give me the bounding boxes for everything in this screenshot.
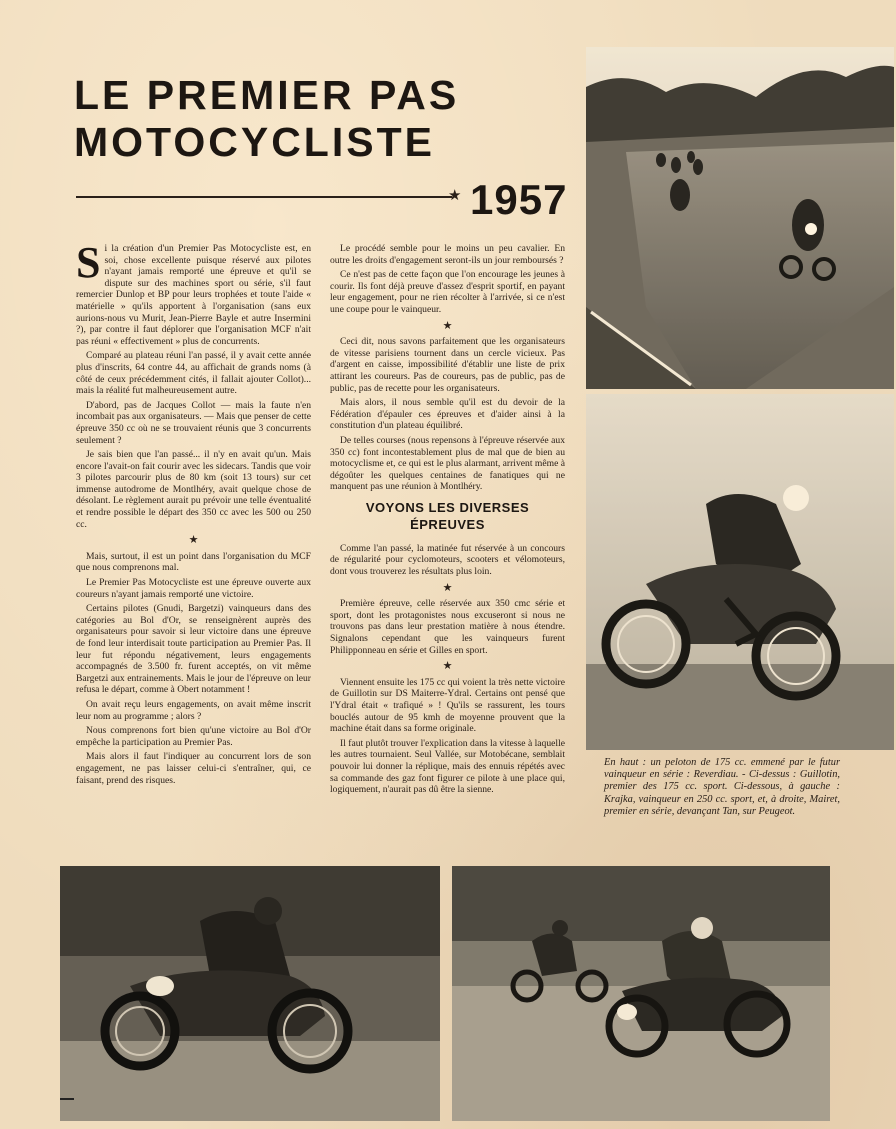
paragraph: On avait reçu leurs engagements, on avait même inscrit leur nom au programme ; alors ? [76,698,311,722]
subheading-line-2: ÉPREUVES [410,516,485,532]
section-subheading [330,499,565,533]
title-line-2: MOTOCYCLISTE [74,119,435,165]
section-star: ★ [188,533,199,547]
paragraph: Comparé au plateau réuni l'an passé, il y avait cette année plus d'inscrits, 64 contre 44, au affichait de grands noms (à côté de ceux précédemment cités, il fallait ajouter Collot)... mais la réalité fut malheureusement autre. [76,350,311,397]
paragraph-text: i la création d'un Premier Pas Motocycliste est, en soi, chose excellente puisque réservé aux pilotes n'ayant jamais remporté une épreuve et qu'il se dispute sur des machines sport ou série, s'il faut remercier Dunlop et BP pour leurs trophées et toute l'aide « matérielle » qu'ils apportent à l'organisation (sans eux aurions-nous vu Murit, Jean-Pierre Bayle et autre Insermini ?), par contre il faut déplorer que l'organisation MCF n'ait pas réuni « effectivement » plus de concurrents. [76,243,311,347]
section-star: ★ [442,659,453,673]
paragraph: Le Premier Pas Motocycliste est une épreuve ouverte aux coureurs n'ayant jamais remporté une victoire. [76,577,311,600]
subheading-line-1: VOYONS LES DIVERSES [365,499,530,515]
paragraph: Certains pilotes (Gnudi, Bargetzi) vainqueurs dans des catégories au Bol d'Or, se renseignèrent auprès des organisateurs pour savoir si leur victoire dans une épreuve de fond leur interdisait toute participation au Premier Pas. Il leur fut répondu négativement, leurs engagements accompagnés de 3.500 fr. furent acceptés, on vit même Bargetzi aux entrainements. Mais le jour de l'épreuve on leur refusa le départ, comme à Obert notamment ! [76,603,311,696]
photo-krajka [60,866,440,1121]
photo-caption: En haut : un peloton de 175 cc. emmené par le futur vainqueur en série : Reverdiau. - Ci-dessus : Guillotin, premier des 175 cc. sport. Ci-dessous, à gauche : Krajka, vainqueur en 250 cc. sport, et, à droite, Mairet, premier en série, devançant Tan, sur Peugeot. [604,757,840,817]
rule-star-ornament: ★ [448,186,462,204]
section-star: ★ [442,580,453,594]
text-column-2 [330,243,565,799]
paragraph [76,238,311,347]
paragraph: Mais, surtout, il est un point dans l'organisation du MCF que nous comprenons mal. [76,550,311,574]
text-column-1 [76,238,311,789]
paragraph: Mais alors il faut l'indiquer au concurrent lors de son engagement, ne pas laisser celui-ci s'entraîner, qui, ce faisant, prend des risques. [76,751,311,786]
title-rule [76,196,452,198]
photo-peloton [586,47,894,389]
paragraph: Le procédé semble pour le moins un peu cavalier. En outre les droits d'engagement seront-ils un jour remboursés ? [330,243,565,266]
page-corner-mark [60,1098,74,1100]
paragraph: Ceci dit, nous savons parfaitement que les organisateurs de vitesse parisiens tournent dans un cercle vicieux. Pas d'argent en caisse, impossibilité d'établir une liste de prix attirant les coureurs. Pas de coureurs, pas de public, pas de public, pas de recette pour les organisateurs. [330,336,565,394]
title-line-1: LE PREMIER PAS [74,72,460,118]
paragraph: Mais alors, il nous semble qu'il est du devoir de la Fédération d'épauler ces épreuves et d'aider ainsi à la constitution d'un plateau équilibré. [330,397,565,432]
article-year: 1957 [470,176,568,223]
photo-guillotin [586,394,894,750]
paragraph: Comme l'an passé, la matinée fut réservée à un concours de régularité pour cyclomoteurs, scooters et vélomoteurs, dont vous trouverez les résultats plus loin. [330,542,565,578]
section-star: ★ [442,318,453,332]
paragraph: Viennent ensuite les 175 cc qui voient la très nette victoire de Guillotin sur DS Maiterre-Ydral. Certains ont pensé que l'Ydral était « trafiqué » ! Qu'ils se rassurent, les tours bouclés autour de 95 kmh de moyenne prouvent que la machine était dans sa forme originale. [330,676,565,735]
paragraph: Je sais bien que l'an passé... il n'y en avait qu'un. Mais encore l'avait-on fait courir avec les sidecars. Tandis que voir 3 pilotes parcourir plus de 80 km (soit 13 tours) sur cet immense autodrome de Montlhéry, avait quelque chose de désolant. Le règlement aurait pu prévoir une telle éventualité et rendre possible le départ des 350 cc avec les 500 ou 250 cc. [76,449,311,530]
paragraph: Première épreuve, celle réservée aux 350 cmc série et sport, dont les protagonistes nous excuseront si nous ne trouvons pas dans leur prestation matière à nous étendre. Signalons cependant que les vainqueurs furent Philipponneau en série et Gilles en sport. [330,598,565,656]
paragraph: De telles courses (nous repensons à l'épreuve réservée aux 350 cc) font incontestablement plus de mal que de bien au motocyclisme et, ce qui est le plus alarmant, arrivent même à dégoûter les quelques centaines de fanatiques qui ne manquent pas une réunion à Montlhéry. [330,434,565,493]
photo-mairet-tan [452,866,830,1121]
article-title [74,72,574,166]
drop-cap: S [76,238,101,287]
paragraph: D'abord, pas de Jacques Collot — mais la faute n'en incombait pas aux organisateurs. — Mais que penser de cette épreuve 350 cc où ne se trouvaient réunis que 3 concurrents seulement ? [76,399,311,446]
paragraph: Ce n'est pas de cette façon que l'on encourage les jeunes à courir. Ils font déjà preuve d'assez d'esprit sportif, en payant leur engagement, pour ne rien récolter à l'arrivée, si ce n'est une coupe pour le vainqueur. [330,269,565,315]
paragraph: Nous comprenons fort bien qu'une victoire au Bol d'Or empêche la participation au Premier Pas. [76,725,311,748]
paragraph: Il faut plutôt trouver l'explication dans la vitesse à laquelle les autres tournaient. Seul Vallée, sur Motobécane, semblait pouvoir lui donner la réplique, mais des ennuis répétés avec sa commande des gaz font figurer ce pilote à une place qui, logiquement, n'aurait pas dû être la sienne. [330,737,565,796]
